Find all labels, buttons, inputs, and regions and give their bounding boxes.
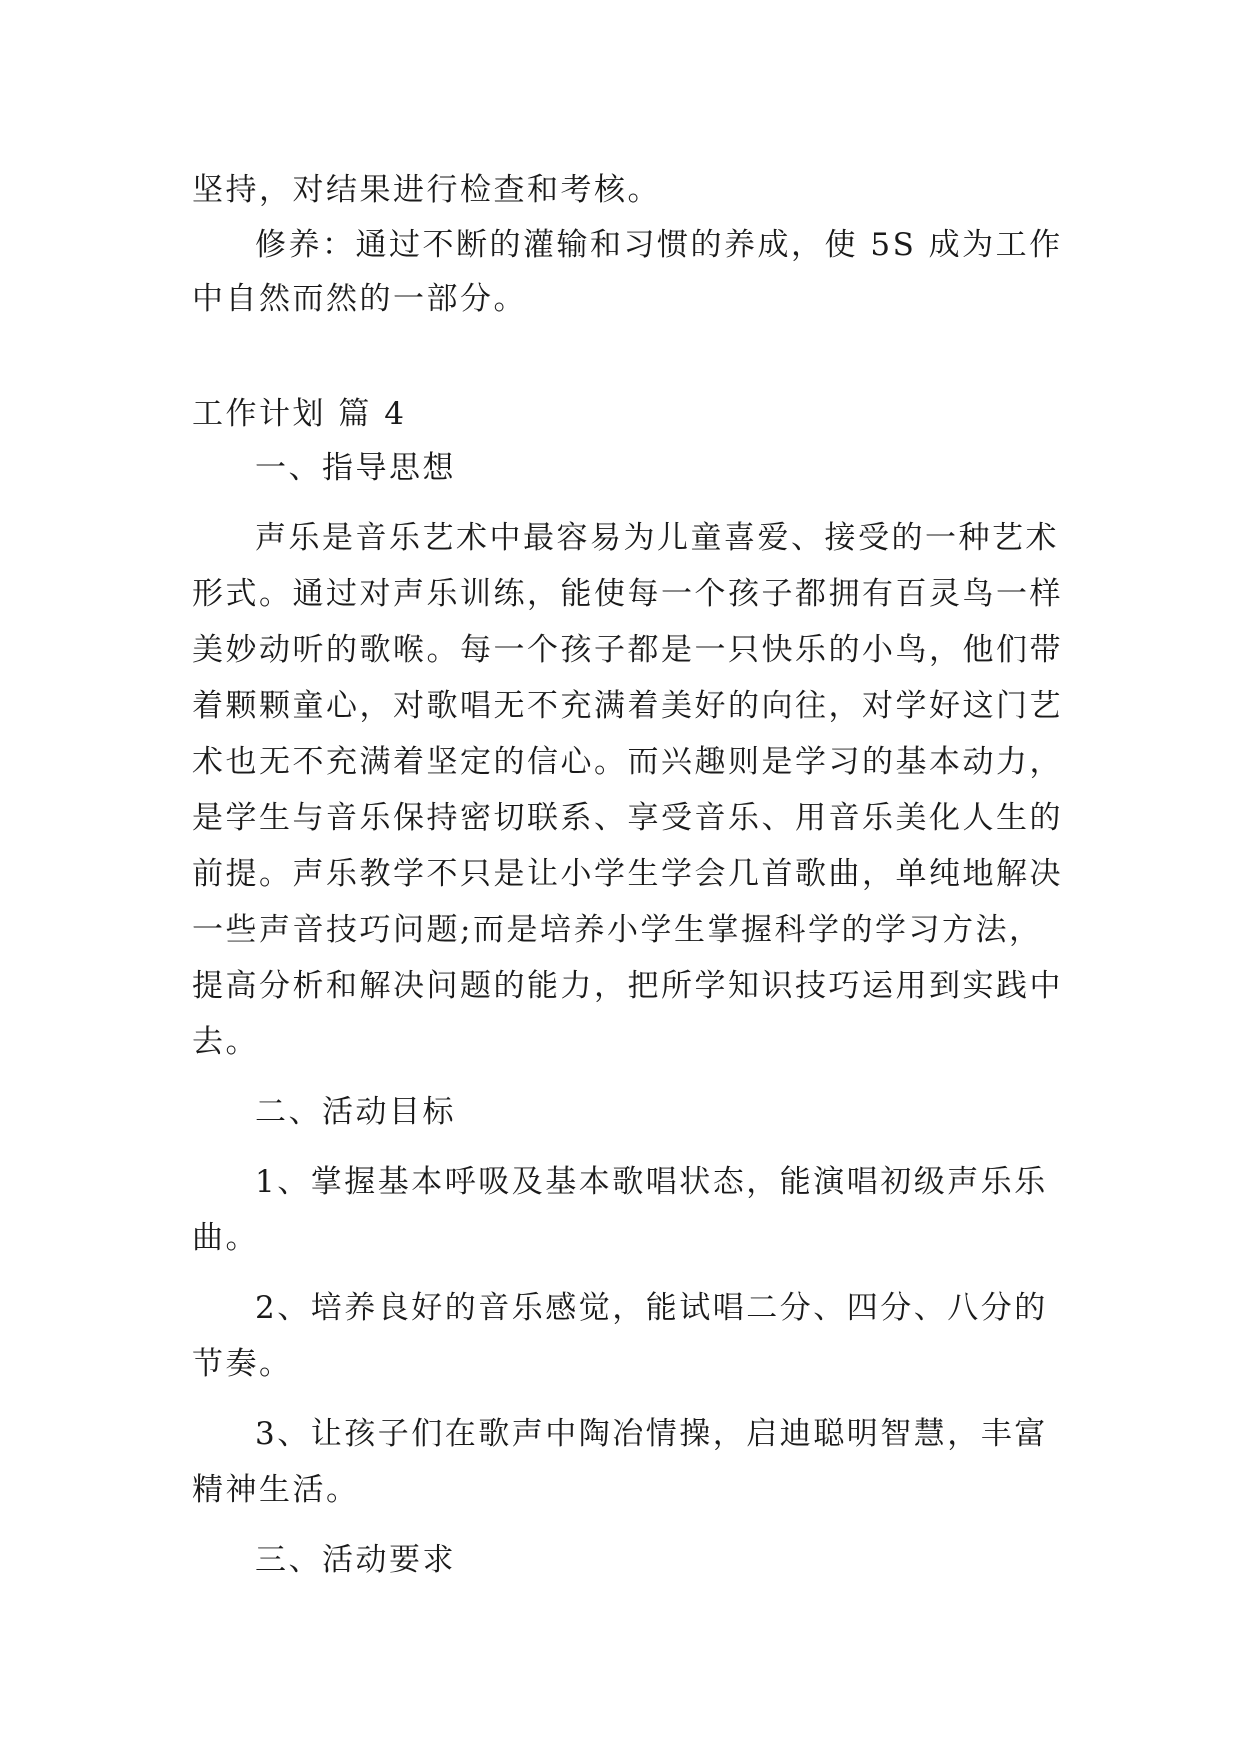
paragraph-line: 精神生活。 [192, 1472, 360, 1508]
paragraph-line: 着颗颗童心，对歌唱无不充满着美好的向往，对学好这门艺 [192, 688, 1063, 724]
paragraph-line: 中自然而然的一部分。 [192, 281, 527, 317]
paragraph-line: 声乐是音乐艺术中最容易为儿童喜爱、接受的一种艺术 [255, 520, 1059, 556]
paragraph-line: 提高分析和解决问题的能力，把所学知识技巧运用到实践中 [192, 968, 1063, 1004]
paragraph-line: 曲。 [192, 1220, 259, 1256]
paragraph-line: 美妙动听的歌喉。每一个孩子都是一只快乐的小鸟，他们带 [192, 632, 1063, 668]
paragraph-line: 一些声音技巧问题;而是培养小学生掌握科学的学习方法， [192, 912, 1043, 948]
paragraph-line: 1、掌握基本呼吸及基本歌唱状态，能演唱初级声乐乐 [255, 1164, 1048, 1200]
subsection-heading: 三、活动要求 [255, 1542, 456, 1578]
paragraph-line: 术也无不充满着坚定的信心。而兴趣则是学习的基本动力， [192, 744, 1063, 780]
subsection-heading: 二、活动目标 [255, 1094, 456, 1130]
paragraph-line: 修养：通过不断的灌输和习惯的养成，使 5S 成为工作 [255, 227, 1063, 263]
subsection-heading: 一、指导思想 [255, 450, 456, 486]
paragraph-line: 前提。声乐教学不只是让小学生学会几首歌曲，单纯地解决 [192, 856, 1063, 892]
paragraph-line: 坚持，对结果进行检查和考核。 [192, 172, 661, 208]
paragraph-line: 去。 [192, 1024, 259, 1060]
paragraph-line: 3、让孩子们在歌声中陶冶情操，启迪聪明智慧，丰富 [255, 1416, 1048, 1452]
section-heading: 工作计划 篇 4 [192, 396, 407, 432]
paragraph-line: 2、培养良好的音乐感觉，能试唱二分、四分、八分的 [255, 1290, 1048, 1326]
paragraph-line: 形式。通过对声乐训练，能使每一个孩子都拥有百灵鸟一样 [192, 576, 1063, 612]
paragraph-line: 节奏。 [192, 1346, 293, 1382]
paragraph-line: 是学生与音乐保持密切联系、享受音乐、用音乐美化人生的 [192, 800, 1063, 836]
